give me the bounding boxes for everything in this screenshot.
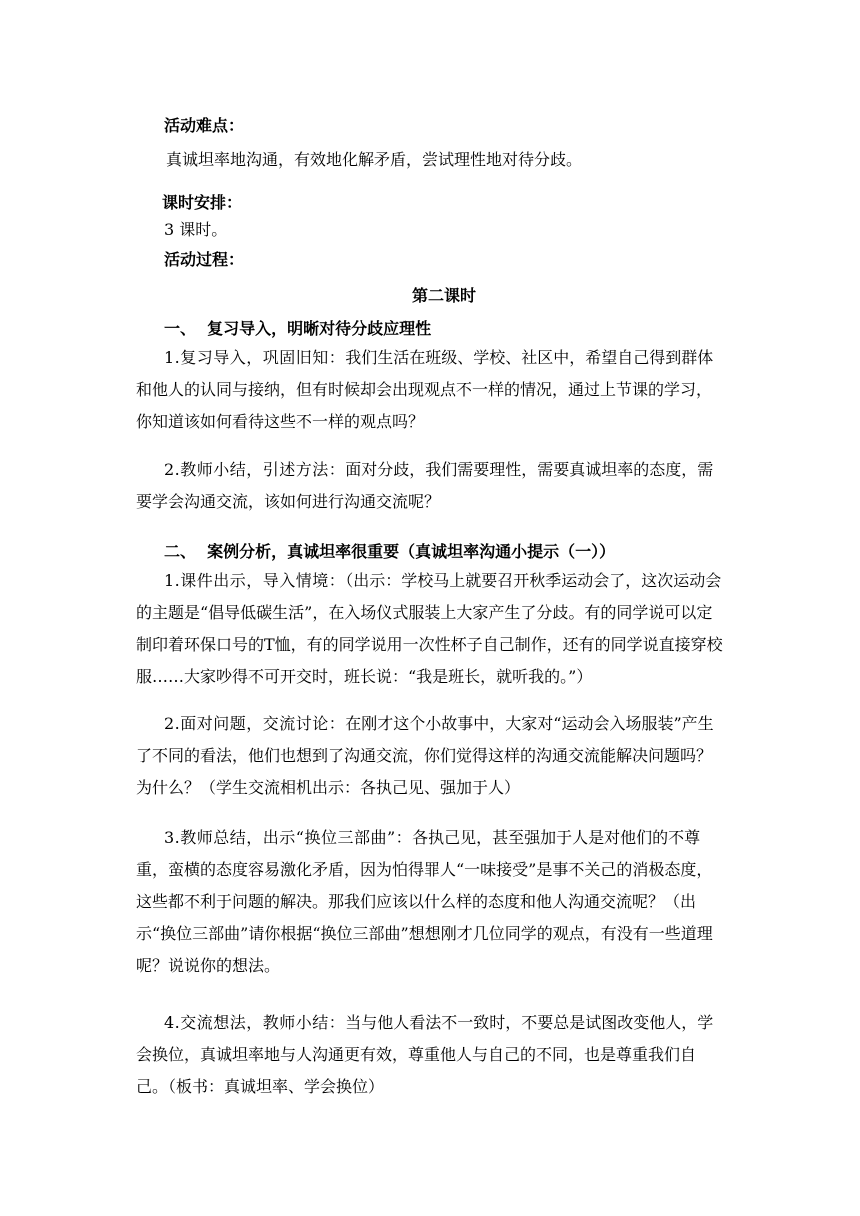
section2-paragraph-2 [136, 708, 724, 804]
paragraph-lead: 3.教师总结，出示“换位三部曲”： [164, 828, 413, 847]
paragraph-text: 在刚才这个小故事中，大家对“运动会入场服装”产生了不同的看法，他们也想到了沟通交流，你们觉得这样的沟通交流能解决问题吗？为什么？（学生交流相机出示：各执己见、强加于人） [136, 714, 714, 797]
section1-paragraph-1 [136, 342, 724, 438]
paragraph-text: 面对分歧，我们需要理性，需要真诚坦率的态度，需要学会沟通交流，该如何进行沟通交流呢？ [136, 460, 714, 511]
paragraph-lead: 2.面对问题，交流讨论： [164, 714, 346, 733]
difficulty-text: 真诚坦率地沟通，有效地化解矛盾，尝试理性地对待分歧。 [166, 150, 583, 169]
paragraph-lead: 2.教师小结，引述方法： [164, 460, 346, 479]
section1-paragraph-2 [136, 454, 724, 518]
process-heading: 活动过程： [164, 250, 245, 269]
paragraph-lead: 1.复习导入，巩固旧知： [164, 348, 346, 367]
paragraph-text: 我们生活在班级、学校、社区中，希望自己得到群体和他人的认同与接纳，但有时候却会出现观点不一样的情况，通过上节课的学习，你知道该如何看待这些不一样的观点吗？ [136, 348, 714, 431]
section1-heading: 一、 复习导入，明晰对待分歧应理性 [164, 319, 432, 338]
section2-paragraph-4 [136, 1007, 724, 1103]
paragraph-text: 各执己见，甚至强加于人是对他们的不尊重，蛮横的态度容易激化矛盾，因为怕得罪人“一味接受”是事不关己的消极态度，这些都不利于问题的解决。那我们应该以什么样的态度和他人沟通交流呢？（出示“换位三部曲”请你根据“换位三部曲”想想刚才几位同学的观点，有没有一些道理呢？说说你的想法。 [136, 828, 713, 975]
schedule-text: 3 课时。 [164, 220, 228, 239]
paragraph-text: 当与他人看法不一致时，不要总是试图改变他人，学会换位，真诚坦率地与人沟通更有效，尊重他人与自己的不同，也是尊重我们自己。（板书：真诚坦率、学会换位） [136, 1013, 714, 1096]
paragraph-lead: 1.课件出示，导入情境： [164, 571, 346, 590]
schedule-heading: 课时安排： [162, 193, 243, 212]
section2-paragraph-1 [136, 565, 724, 693]
difficulty-heading: 活动难点： [164, 116, 245, 135]
section2-heading: 二、 案例分析，真诚坦率很重要（真诚坦率沟通小提示（一）） [164, 542, 616, 561]
lesson-title: 第二课时 [412, 286, 477, 305]
paragraph-lead: 4.交流想法，教师小结： [164, 1013, 346, 1032]
section2-paragraph-3 [136, 822, 724, 982]
paragraph-text: （出示：学校马上就要召开秋季运动会了，这次运动会的主题是“倡导低碳生活”，在入场仪式服装上大家产生了分歧。有的同学说可以定制印着环保口号的T恤，有的同学说用一次性杯子自己制作，还有的同学说直接穿校服……大家吵得不可开交时，班长说：“我是班长，就听我的。”） [136, 571, 723, 686]
